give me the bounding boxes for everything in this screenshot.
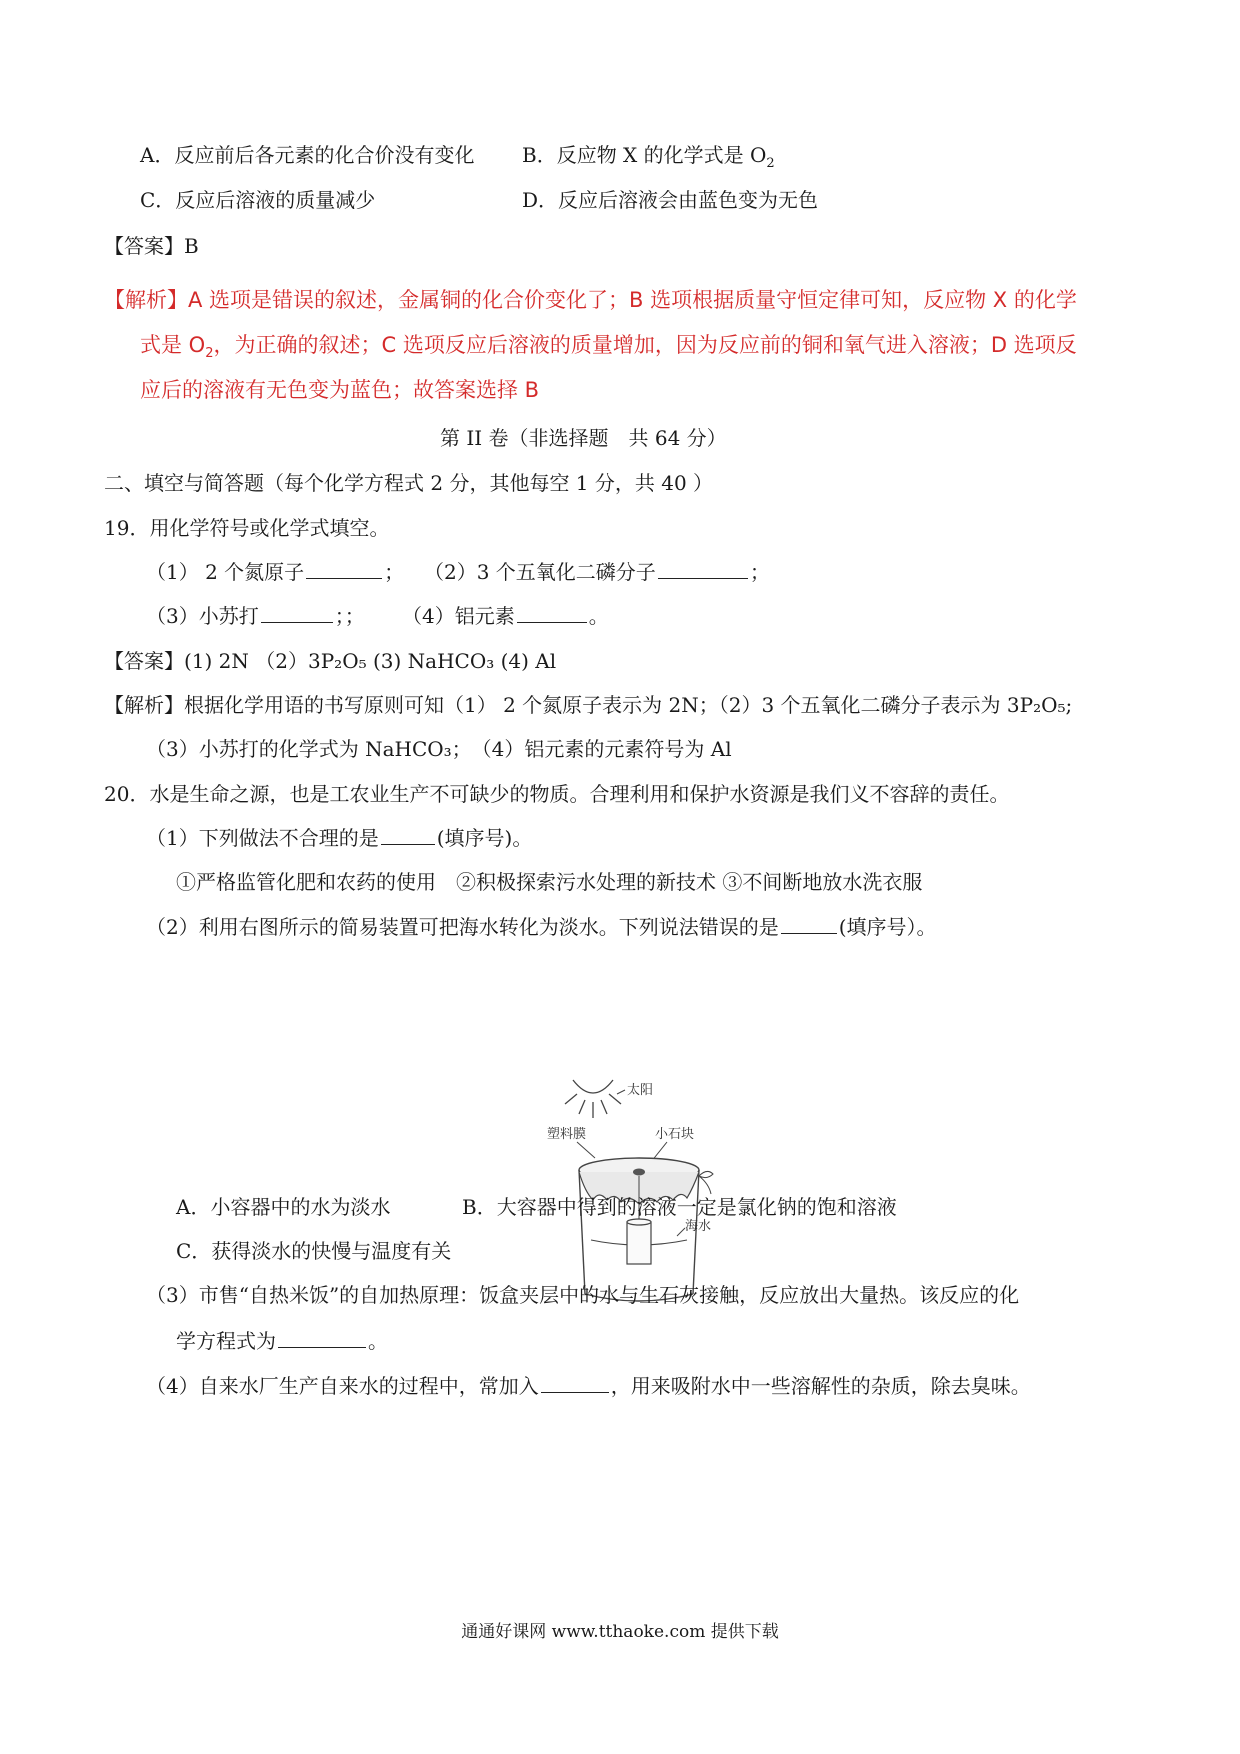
q20-part1-end: (填序号)。 xyxy=(436,826,533,850)
q20-part4-blank[interactable] xyxy=(541,1374,609,1393)
sun-label: 太阳 xyxy=(627,1083,654,1098)
section2-title: 第 II 卷（非选择题 共 64 分） xyxy=(440,426,727,450)
q19-stem: 19．用化学符号或化学式填空。 xyxy=(104,516,390,540)
string-tie xyxy=(699,1171,713,1194)
solar-still-figure xyxy=(547,1072,755,1306)
q19-part1-blank[interactable] xyxy=(306,560,382,579)
q20-part3-blank[interactable] xyxy=(278,1329,366,1348)
q20-part4-text: （4）自来水厂生产自来水的过程中，常加入 xyxy=(146,1374,539,1398)
q19-part3-blank[interactable] xyxy=(261,604,333,623)
q18-analysis-line2-post: ，为正确的叙述；C 选项反应后溶液的质量增加，因为反应前的铜和氧气进入溶液；D 选项反 xyxy=(213,333,1077,357)
q19-part1 xyxy=(146,559,404,585)
q19-answer: 【答案】(1) 2N （2）3P₂O₅ (3) NaHCO₃ (4) Al xyxy=(104,649,557,673)
q18-analysis-line2-sub: 2 xyxy=(205,346,214,362)
stone xyxy=(633,1169,645,1176)
q20-part2-blank[interactable] xyxy=(781,915,837,934)
q19-analysis-line2: （3）小苏打的化学式为 NaHCO₃； （4）铝元素的元素符号为 Al xyxy=(146,737,732,761)
q19-part1-end: ； xyxy=(384,560,405,584)
page-footer: 通通好课网 www.tthaoke.com 提供下载 xyxy=(461,1622,779,1642)
q20-part1-options: ①严格监管化肥和农药的使用 ②积极探索污水处理的新技术 ③不间断地放水洗衣服 xyxy=(176,870,923,894)
q20-part4-end: ，用来吸附水中一些溶解性的杂质，除去臭味。 xyxy=(610,1374,1031,1398)
q20-part1-text: （1）下列做法不合理的是 xyxy=(146,826,379,850)
q19-part2 xyxy=(424,559,770,585)
q20-part3-text: 学方程式为 xyxy=(176,1329,276,1353)
q18-analysis-line3: 应后的溶液有无色变为蓝色；故答案选择 B xyxy=(140,378,540,402)
q20-option-a: A．小容器中的水为淡水 xyxy=(176,1195,391,1219)
q20-part2-text: （2）利用右图所示的简易装置可把海水转化为淡水。下列说法错误的是 xyxy=(146,915,779,939)
film-label: 塑料膜 xyxy=(547,1127,587,1142)
q19-part4-end: 。 xyxy=(588,604,609,628)
q19-part2-end: ； xyxy=(749,560,770,584)
q18-option-d: D．反应后溶液会由蓝色变为无色 xyxy=(522,188,819,212)
film-leader xyxy=(577,1142,595,1158)
q20-part4 xyxy=(146,1373,1031,1399)
q20-stem: 20．水是生命之源，也是工农业生产不可缺少的物质。合理利用和保护水资源是我们义不容辞的责任。 xyxy=(104,782,1010,806)
q20-part2 xyxy=(146,914,937,940)
sun-icon xyxy=(565,1080,621,1118)
q18-option-b-text: B．反应物 X 的化学式是 O xyxy=(522,143,767,167)
q19-part2-text: （2）3 个五氧化二磷分子 xyxy=(424,560,656,584)
q18-option-a: A．反应前后各元素的化合价没有变化 xyxy=(140,143,475,167)
q19-part4-text: （4）铝元素 xyxy=(402,604,515,628)
q19-part2-blank[interactable] xyxy=(658,560,748,579)
q18-option-b xyxy=(522,142,775,177)
q20-part1-blank[interactable] xyxy=(381,826,435,845)
q18-analysis-line2 xyxy=(140,331,1077,368)
q20-part3-line1: （3）市售“自热米饭”的自加热原理：饭盒夹层中的水与生石灰接触，反应放出大量热。该反应的化 xyxy=(146,1283,1020,1307)
seawater-label: 海水 xyxy=(685,1219,712,1234)
seawater-leader xyxy=(677,1228,685,1236)
q20-part2-end: (填序号）。 xyxy=(838,915,937,939)
q20-part3-line2 xyxy=(176,1328,388,1354)
q20-part1 xyxy=(146,825,532,851)
q19-analysis-line1: 【解析】根据化学用语的书写原则可知（1） 2 个氮原子表示为 2N；（2）3 个五氧化二磷分子表示为 3P₂O₅; xyxy=(104,693,1073,717)
small-container xyxy=(627,1219,651,1264)
q20-option-b: B．大容器中得到的溶液一定是氯化钠的饱和溶液 xyxy=(462,1195,897,1219)
q20-part3-end: 。 xyxy=(368,1329,388,1353)
stone-label: 小石块 xyxy=(655,1127,695,1142)
q18-option-b-subscript: 2 xyxy=(766,156,775,171)
q19-part3-end: ；； xyxy=(334,604,365,628)
q18-answer: 【答案】B xyxy=(104,234,199,258)
q19-part3 xyxy=(146,603,365,629)
q18-option-c: C．反应后溶液的质量减少 xyxy=(140,188,376,212)
q19-part3-text: （3）小苏打 xyxy=(146,604,259,628)
q19-part1-text: （1） 2 个氮原子 xyxy=(146,560,305,584)
q19-part4 xyxy=(402,603,609,629)
sun-label-leader xyxy=(617,1090,625,1094)
q18-analysis-line2-pre: 式是 O xyxy=(140,333,206,357)
q18-analysis-line1: 【解析】A 选项是错误的叙述，金属铜的化合价变化了；B 选项根据质量守恒定律可知，反应物 X 的化学 xyxy=(104,288,1077,312)
q20-option-c: C．获得淡水的快慢与温度有关 xyxy=(176,1239,452,1263)
q19-part4-blank[interactable] xyxy=(517,604,587,623)
part2-header: 二、填空与简答题（每个化学方程式 2 分，其他每空 1 分，共 40 ） xyxy=(104,471,714,495)
